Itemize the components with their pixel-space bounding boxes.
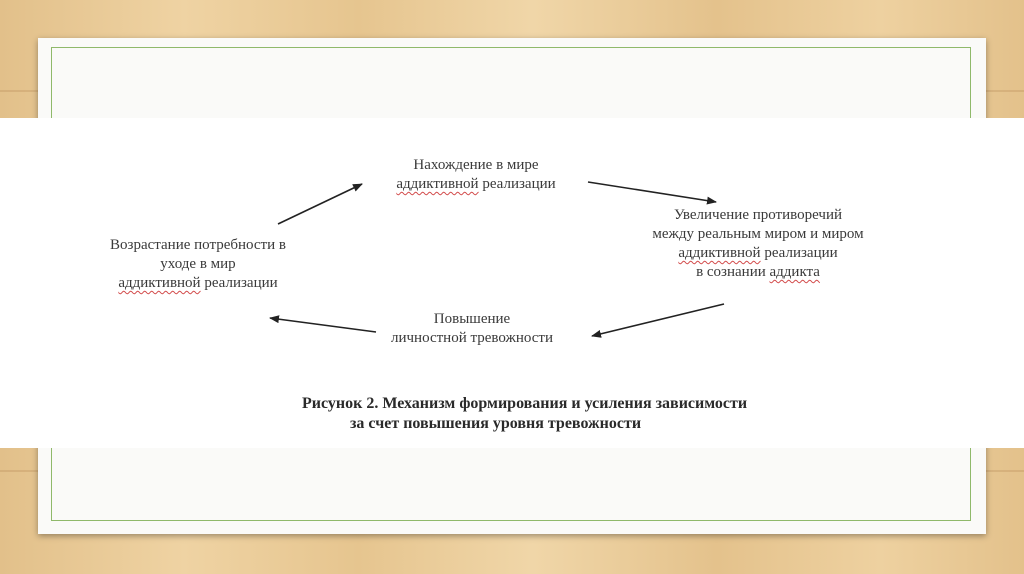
arrow-bottom-to-left	[270, 318, 376, 332]
node-right	[618, 206, 898, 282]
node-right-word-consciousness: в сознании	[696, 264, 770, 280]
figure-caption-line2: за счет повышения уровня тревожности	[350, 415, 642, 432]
node-bottom	[362, 310, 582, 348]
node-top-line2	[366, 175, 586, 194]
node-right-word-addict: аддикта	[769, 264, 820, 280]
arrow-right-to-bottom	[592, 304, 724, 336]
node-left-line3	[78, 274, 318, 293]
arrow-left-to-top	[278, 184, 362, 224]
node-bottom-line2: личностной тревожности	[391, 330, 553, 346]
node-bottom-line1: Повышение	[433, 311, 511, 327]
node-top-line1: Нахождение в мире	[413, 157, 539, 173]
node-left-word-realization: реализации	[200, 275, 278, 291]
node-left-word-addictive: аддиктивной	[118, 275, 201, 291]
node-right-line2: между реальным миром и миром	[652, 226, 864, 242]
node-right-word-addictive: аддиктивной	[678, 245, 761, 261]
node-top	[366, 156, 586, 194]
node-top-word-realization: реализации	[478, 176, 556, 192]
node-right-word-realization: реализации	[760, 245, 838, 261]
node-left-line2: уходе в мир	[160, 256, 236, 272]
arrow-top-to-right	[588, 182, 716, 202]
figure-caption-line1: Рисунок 2. Механизм формирования и усиления зависимости	[302, 395, 748, 412]
node-top-word-addictive: аддиктивной	[396, 176, 479, 192]
node-right-line3	[618, 244, 898, 263]
node-right-line1: Увеличение противоречий	[673, 207, 843, 223]
node-left-line1: Возрастание потребности в	[110, 237, 286, 253]
node-right-line4	[618, 263, 898, 282]
node-left	[78, 236, 318, 293]
